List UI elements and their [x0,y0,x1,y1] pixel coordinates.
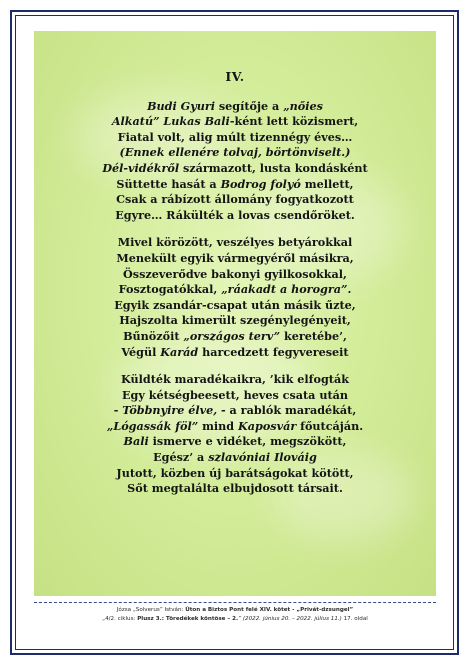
poem-line [34,466,436,482]
poem-line [34,388,436,404]
poem-line-segment: Egyre… Rákülték a lovas csendőröket. [115,207,355,222]
poem-line [34,192,436,208]
stanza [34,372,436,497]
poem-line [34,99,436,115]
poem-line-segment: Süttette hasát a [116,176,221,191]
poem-line-italic-segment: (Ennek ellenére tolvaj, börtönviselt.) [119,145,351,160]
poem-line-segment: - [113,403,123,418]
poem-line-segment: főutcáján. [296,418,364,433]
poem-line [34,298,436,314]
stanza [34,99,436,224]
poem-line-segment: Fiatal volt, alig múlt tizennégy éves… [117,129,353,144]
poem-line [34,372,436,388]
poem-line-segment: segítője a [214,98,284,113]
poem-line [34,403,436,419]
footer-cycle: „4/2. ciklus: [102,616,138,622]
poem-line-segment: Menekült egyik vármegyéről másikra, [116,250,354,265]
poem-line-segment: Csak a rábízott állomány fogyatkozott [116,192,354,207]
poem-line [34,251,436,267]
poem-line-segment: Küldték maradékaikra, ’kik elfogták [121,372,349,387]
poem-line-italic-segment: Dél-vidékről [102,160,180,175]
poem-line-italic-segment: Bodrog folyó [220,176,301,191]
poem-line-italic-segment: „nőies [283,98,323,113]
poem-line [34,329,436,345]
poem-line [34,177,436,193]
poem-line-italic-segment: Többnyire élve, - [122,403,226,418]
poem-line-segment: származott, lusta kondásként [179,160,368,175]
poem-line-segment: Sőt megtalálta elbujdosott társait. [127,481,343,496]
poem-line-segment: keretébe’, [280,328,347,343]
footer-page-number: 17. oldal [341,616,368,622]
poem-line [34,235,436,251]
page-footer [34,606,436,624]
poem-line [34,345,436,361]
poem-line-italic-segment: „országos terv” [183,328,281,343]
poem-stanzas [34,99,436,497]
poem-line-segment: Jutott, közben új barátságokat kötött, [116,465,354,480]
poem-line-segment: a rablók maradékát, [225,403,357,418]
poem [34,69,436,509]
stanza [34,235,436,360]
poem-line-segment: -ként lett közismert, [229,114,359,129]
poem-line-segment: Végül [121,344,161,359]
poem-line-segment: Összeverődve bakonyi gyilkosokkal, [123,266,347,281]
poem-line-segment: Fosztogatókkal, [118,282,222,297]
poem-line-segment: harcedzett fegyvereseit [198,344,349,359]
poem-line-segment: Mivel körözött, veszélyes betyárokkal [117,235,353,250]
footer-line-1 [34,606,436,615]
poem-line-italic-segment: Kaposvár [238,418,297,433]
footer-line-2 [34,615,436,624]
footer-section-title: Plusz 3.: Töredékek köntöse – 2. [137,616,239,622]
poem-line [34,130,436,146]
poem-line-italic-segment: „Lógassák föl” [106,418,199,433]
poem-line [34,481,436,497]
poem-line-segment: Egy kétségbeesett, heves csata után [121,387,349,402]
poem-line-segment: mind [198,418,239,433]
poem-line-segment: Hajszolta kimerült szegénylegényeit, [119,313,351,328]
poem-line [34,114,436,130]
poem-line-segment: ismerve e vidéket, megszökött, [148,434,347,449]
poem-line [34,282,436,298]
poem-line [34,450,436,466]
poem-line-italic-segment: Karád [160,344,199,359]
footer-dates: ” (2022. június 20. – 2022. július 11.) [238,616,342,622]
poem-line-italic-segment: Budi Gyuri [147,98,215,113]
poem-line-segment: mellett, [300,176,354,191]
poem-line [34,161,436,177]
poem-line [34,208,436,224]
poem-line [34,145,436,161]
footer-divider [34,602,436,603]
poem-background-panel [34,31,436,596]
poem-line [34,267,436,283]
poem-line-italic-segment: szlavóniai Ilováig [208,450,317,465]
poem-line-italic-segment: Alkatú” Lukas Bali [111,114,230,129]
poem-line-italic-segment: Bali [123,434,149,449]
poem-line [34,434,436,450]
poem-line-segment: Egész’ a [153,450,209,465]
poem-line [34,313,436,329]
poem-line [34,419,436,435]
poem-heading: IV. [225,69,245,84]
footer-author: Józsa „Solverus” István: [116,607,186,613]
poem-line-segment: Egyik zsandár-csapat után másik űzte, [114,297,356,312]
poem-line-segment: Bűnözőit [123,328,184,343]
poem-line-italic-segment: „ráakadt a horogra”. [221,282,352,297]
footer-book-title: Úton a Biztos Pont felé XIV. kötet - „Privát-dzsungel” [185,607,354,613]
